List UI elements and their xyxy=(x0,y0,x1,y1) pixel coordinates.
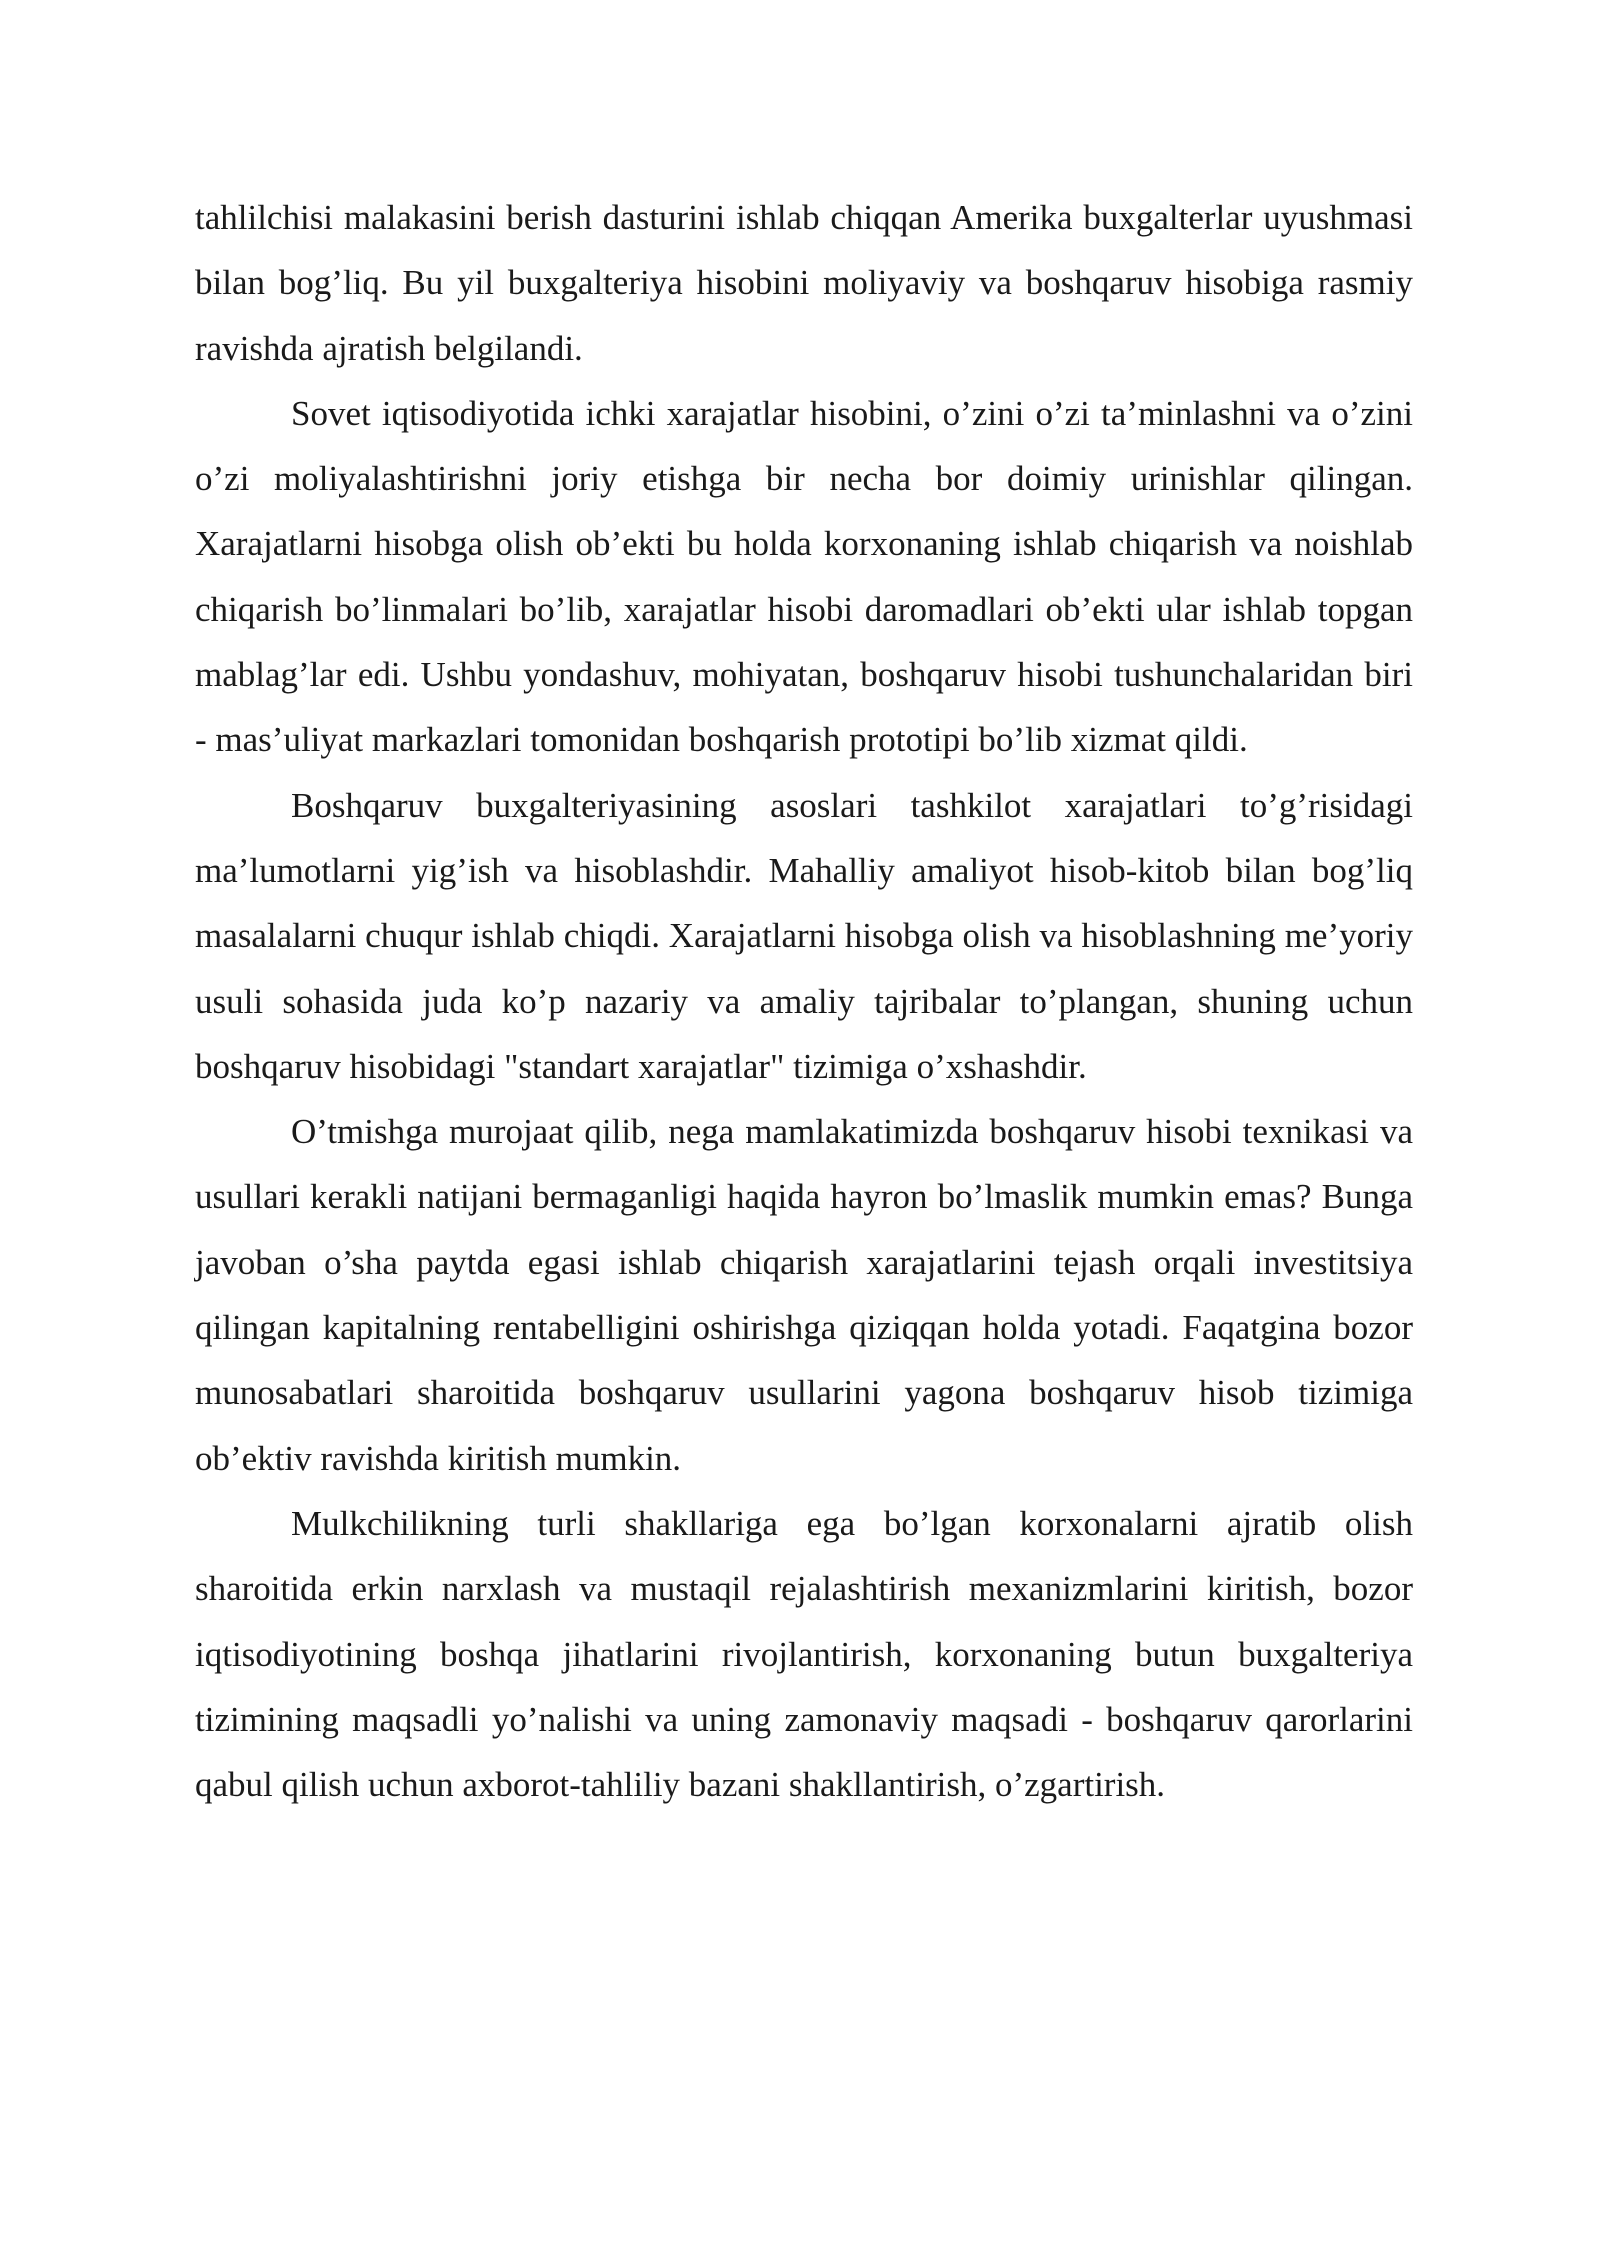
paragraph-4: O’tmishga murojaat qilib, nega mamlakatimizda boshqaruv hisobi texnikasi va usullari kerakli natijani bermaganligi haqida hayron bo’lmaslik mumkin emas? Bunga javoban o’sha paytda egasi ishlab chiqarish xarajatlarini tejash orqali investitsiya qilingan kapitalning rentabelligini oshirishga qiziqqan holda yotadi. Faqatgina bozor munosabatlari sharoitida boshqaruv usullarini yagona boshqaruv hisob tizimiga ob’ektiv ravishda kiritish mumkin. xyxy=(195,1112,1413,1478)
paragraph-2: Sovet iqtisodiyotida ichki xarajatlar hisobini, o’zini o’zi ta’minlashni va o’zini o’zi moliyalashtirishni joriy etishga bir necha bor doimiy urinishlar qilingan. Xarajatlarni hisobga olish ob’ekti bu holda korxonaning ishlab chiqarish va noishlab chiqarish bo’linmalari bo’lib, xarajatlar hisobi daromadlari ob’ekti ular ishlab topgan mablag’lar edi. Ushbu yondashuv, mohiyatan, boshqaruv hisobi tushunchalaridan biri - mas’uliyat markazlari tomonidan boshqarish prototipi bo’lib xizmat qildi. xyxy=(195,393,1413,760)
paragraph-5: Mulkchilikning turli shakllariga ega bo’lgan korxonalarni ajratib olish sharoitida erkin narxlash va mustaqil rejalashtirish mexanizmlarini kiritish, bozor iqtisodiyotining boshqa jihatlarini rivojlantirish, korxonaning butun buxgalteriya tizimining maqsadli yo’nalishi va uning zamonaviy maqsadi - boshqaruv qarorlarini qabul qilish uchun axborot-tahliliy bazani shakllantirish, o’zgartirish. xyxy=(195,1503,1413,1805)
document-body xyxy=(195,185,1413,1817)
paragraph-3: Boshqaruv buxgalteriyasining asoslari tashkilot xarajatlari to’g’risidagi ma’lumotlarni yig’ish va hisoblashdir. Mahalliy amaliyot hisob-kitob bilan bog’liq masalalarni chuqur ishlab chiqdi. Xarajatlarni hisobga olish va hisoblashning me’yoriy usuli sohasida juda ko’p nazariy va amaliy tajribalar to’plangan, shuning uchun boshqaruv hisobidagi "standart xarajatlar" tizimiga o’xshashdir. xyxy=(195,785,1413,1086)
paragraph-1: tahlilchisi malakasini berish dasturini ishlab chiqqan Amerika buxgalterlar uyushmasi bilan bog’liq. Bu yil buxgalteriya hisobini moliyaviy va boshqaruv hisobiga rasmiy ravishda ajratish belgilandi. xyxy=(195,198,1413,368)
